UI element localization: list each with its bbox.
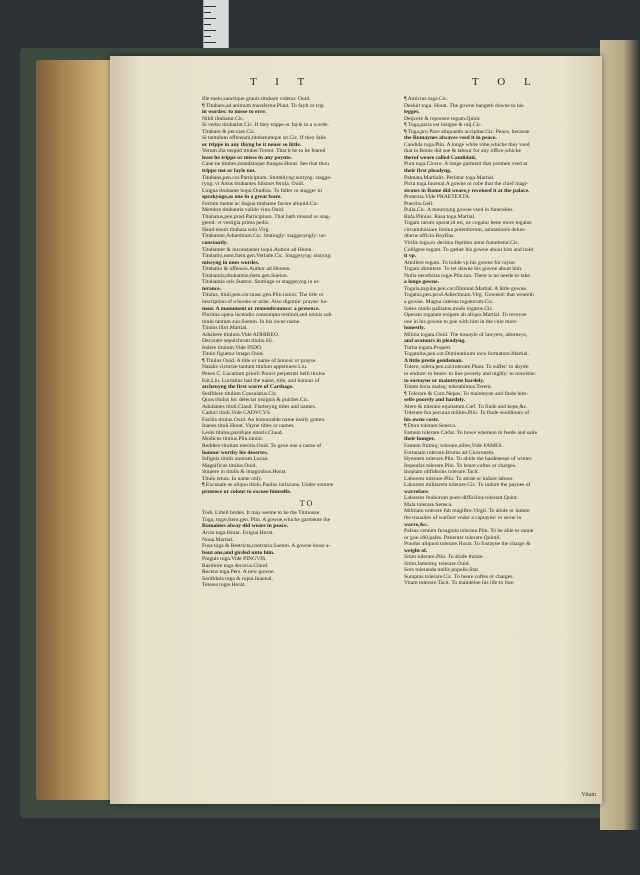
text-line: Iudex modo palliatus,modo togatus.Cic. bbox=[404, 305, 494, 312]
text-line: Tolerare fua pecunia milites.Plin. To finde souldiours of bbox=[404, 410, 530, 417]
text-line: constantly. bbox=[202, 240, 228, 247]
left-running-head: T I T bbox=[250, 76, 313, 88]
text-line: gered. vt vestigia prima pedis. bbox=[202, 220, 270, 227]
text-line: atcheuyng the first warre of Carthage. bbox=[202, 384, 294, 391]
text-line: therof weare called Candidati. bbox=[404, 154, 477, 161]
section-heading: T O bbox=[299, 499, 313, 509]
text-line: Haud tenuit titubata solo.Virg. bbox=[202, 226, 270, 233]
text-line: Militia togata.Ouid. The trauayle of lawyers, atturneys, bbox=[404, 331, 528, 338]
text-line: Pura toga.Cicero. A longe garment that yeomen vsed at bbox=[404, 161, 528, 168]
text-line: to sustayne or mainteyne hardely. bbox=[404, 377, 485, 384]
text-line: Toga, togæ,fœm.gen. Plin. A gowne,whiche garmente the bbox=[202, 516, 331, 523]
text-line: legges. bbox=[404, 109, 420, 116]
text-line: Operam togatam exigere ab aliquo.Martial. To receyue bbox=[404, 312, 527, 319]
right-column bbox=[404, 96, 602, 587]
text-line: Desluit toga. Horat. The gowne hangeth downe to his bbox=[404, 102, 524, 109]
text-line: Laborem militarem tolerare.Cic. To indure the paynes of bbox=[404, 482, 531, 489]
text-line: Deijcere & reponere togam.Quint. bbox=[404, 115, 481, 122]
text-line: their hunger. bbox=[404, 436, 435, 443]
text-line: one in his gowne to goe with him in the citie more bbox=[404, 318, 517, 325]
text-line: Laborem ftudiorum pueri difficilius tolerant.Quint. bbox=[404, 495, 518, 502]
text-line: Alere & tolerare equitatum.Cæf. To finde and kepe,&c. bbox=[404, 403, 528, 410]
text-line: missyng in ones wordes. bbox=[202, 259, 260, 266]
text-line: Candida toga.Plin. A longe white robe,whiche they vsed bbox=[404, 141, 530, 148]
text-line: Nihil titubatur.Cic. bbox=[202, 115, 245, 122]
text-line: Rafa.Plinius. Rasa toga.Martial. bbox=[404, 213, 476, 220]
text-line: Reddere titulum meritis.Ouid. To geue one a name of bbox=[202, 442, 322, 449]
text-line: inscription of a booke or ache. Also dignitie: prayse: ho- bbox=[202, 298, 329, 305]
text-line: fuit.Liu. Luctatius had the name, title, and honour of bbox=[202, 377, 320, 384]
text-line: bout one,and girded unto him. bbox=[202, 549, 275, 556]
text-line: ¶ Toga,pro Pace aliquando accipitur.Cic. Peace, because bbox=[404, 128, 530, 135]
text-line: Titubans,pen.cor.Participium. Stumblyng:nottyng: stagge- bbox=[202, 174, 332, 181]
dictionary-page bbox=[110, 56, 602, 804]
text-line: dturus officio.Boyfius. bbox=[404, 233, 455, 240]
text-line: titulo tantum suo.Sueton. In his owne name. bbox=[202, 318, 301, 325]
text-line: the trauailes of warfare vnder a captayne: to serue in bbox=[404, 515, 522, 521]
text-line: Titubanter,Aduerbium.Cic. Stutingly: staggeryngly: un- bbox=[202, 233, 327, 240]
text-line: terance. bbox=[202, 285, 222, 292]
text-line: warre,&c. bbox=[404, 521, 429, 528]
text-line: Totam bona malaq; tolerabimus.Terent. bbox=[404, 384, 492, 391]
right-running-head: T O L bbox=[472, 76, 539, 88]
text-line: Penes C. Lucatium priorii Punici perpetrati belli titulus bbox=[202, 370, 326, 377]
text-line: ¶ Dura tolerare.Seneca. bbox=[404, 423, 457, 430]
text-line: their first pleadyng. bbox=[404, 168, 452, 175]
text-line: Stupere in titulis & imaginibus.Horat. bbox=[202, 469, 287, 476]
text-line: Lingua titubante loqui.Ouidius. To falter or stagger in bbox=[202, 187, 322, 194]
text-line: Inopiam obfidionis tolerare.Tacit. bbox=[404, 469, 480, 476]
text-line: Indere titulum.Vide INDO. bbox=[202, 344, 263, 351]
text-line: ryng. vt Artus titubantes fulsinet ferula. Ouid. bbox=[202, 181, 305, 188]
text-line: Recens toga.Pers. A new gowne. bbox=[202, 569, 275, 576]
text-line: Titulo tenus. In name only. bbox=[202, 475, 263, 482]
text-line: Titulus libri.Martial. bbox=[202, 325, 248, 332]
text-line: Titubantia oris.Sueton. Stuttinge or staggeryng in ut- bbox=[202, 279, 320, 286]
text-line: Verum illa nequid titubet.Terent. That it be to be feared bbox=[202, 148, 326, 155]
text-line: Sors toleranda nullis populis.Stat. bbox=[404, 567, 480, 574]
text-line: Titubare & peccare.Cic. bbox=[202, 128, 256, 135]
text-line: Turba togata.Propert. bbox=[404, 344, 452, 351]
text-line: Adsibere titulum.Vide ADHIBEO. bbox=[202, 331, 280, 338]
text-line: Nulla necefsitas togæ.Plin.iun. There is no neede to take bbox=[404, 272, 530, 279]
text-line: Titubatio,nom.fœm.gen.Verbale.Cic. Staggeryng: stutyng: bbox=[202, 253, 332, 260]
text-line: Sitim tolerare.Plin. To abide thirste. bbox=[404, 554, 484, 561]
text-line: Si verbo titubarint.Cic. If they trippe or fayle in a worde. bbox=[202, 122, 329, 129]
text-line: Tolero, tolera,pen.cor.tolerare.Plaut. To suffer: to abyde: bbox=[404, 364, 530, 371]
text-line: pretence or colour to excuse himselfe. bbox=[202, 488, 292, 495]
text-line: Caue ne titubes,mandataque frangas.Horat. See that thou bbox=[202, 161, 329, 168]
text-line: selfe poorely and hardely. bbox=[404, 397, 466, 404]
text-line: a longe gowne. bbox=[404, 279, 439, 286]
text-line: Togam rarum operat,id est, ne cogatur bene more togatus bbox=[404, 220, 532, 227]
text-line: Sesfitiere titulum Consulatus.Cic. bbox=[202, 390, 278, 397]
text-line: Sordidula toga & rupta.Iuuenal. bbox=[202, 575, 273, 582]
text-line: honour worthy his desertes. bbox=[202, 449, 269, 456]
text-line: Titubatus,pen.prod.Participium. That hath misssd or stag- bbox=[202, 213, 331, 220]
left-column bbox=[202, 96, 410, 589]
text-line: Militiam tolerare fub magiftro.Virgil. To abide or indure bbox=[404, 508, 530, 515]
text-line: Natalis victoriæ tantum titulum appetiuere.Liu. bbox=[202, 364, 308, 371]
text-line: Attollere togam. To holde vp his gowne for rayne. bbox=[404, 259, 516, 266]
text-line: to endure: to beare: to liue poorely and nighly: to nourishe: bbox=[404, 370, 537, 377]
text-line: Leuis titulus,parufque nitoris.Claud. bbox=[202, 429, 283, 436]
text-line: Togam dimittere. To let downe his gowne about him. bbox=[404, 266, 523, 273]
catchword: Vitam bbox=[581, 792, 596, 798]
text-line: Titulus, tituli,pen.cor.masc.gen.Plin.iunior. The title or bbox=[202, 292, 324, 299]
text-line: ¶ Excusare se aliquo titulo.Paulus iuriscons. Under somme bbox=[202, 482, 334, 489]
text-line: trippe not or fayle not. bbox=[202, 168, 256, 175]
text-line: Romaines alway did weare in peace. bbox=[202, 523, 288, 530]
text-line: Hyemem tolerare.Plin. To abide the hardenesse of winter. bbox=[404, 456, 533, 463]
text-line: Pondus aliquod tolerare.Horat. To fustayne the charge & bbox=[404, 541, 531, 548]
text-line: Todi. Littell birdes. It may seeme to be the Titmouse. bbox=[202, 510, 321, 517]
text-line: Inanes tituli.Horat. Vayne titles or names. bbox=[202, 423, 295, 430]
text-line: Magnificus titulus.Ouid. bbox=[202, 462, 257, 469]
text-line: Picta toga.Iuuenal.A gowne or robe that the chief magi- bbox=[404, 181, 529, 188]
text-line: the Romaynes alwayes vsed it in peace. bbox=[404, 135, 497, 142]
text-line: Vitam tolerare.Tacit. To mainteine his life:to liue. bbox=[404, 580, 515, 587]
text-line: Ille meto,sanctique grauis titubare videtur. Ouid. bbox=[202, 96, 311, 102]
text-line: his owne coste. bbox=[404, 416, 440, 423]
text-line: Famem fitimiq; tolerare,aliter,Vide FAMES. bbox=[404, 442, 504, 449]
text-line: Titubantia,titubantiæ,fœm.gen.Sueton. bbox=[202, 272, 289, 279]
text-line: Puerilis.Gell. bbox=[404, 200, 434, 207]
text-line: Togula,togulæ,pen.cor.Diminut.Martial. A little gowne. bbox=[404, 285, 528, 292]
text-line: in wordes: to misse to erre. bbox=[202, 109, 267, 116]
text-line: Fortunam tolerare.Brutus ad Ciceronem. bbox=[404, 449, 495, 456]
text-line: Virilis toga,ex decimo feptimo anno fumebatur.Cic. bbox=[404, 240, 520, 247]
text-line: Modicus titulus.Plin.iunior. bbox=[202, 436, 264, 443]
text-line: Decorare sepulchrum titulis.Sil. bbox=[202, 338, 274, 345]
text-line: weight of. bbox=[404, 547, 428, 554]
text-line: Sumptus tolerare.Cic. To beare coftes or charges. bbox=[404, 573, 514, 580]
text-line: ¶ Titulus Ouid. A title or name of honour or prayse. bbox=[202, 357, 317, 364]
text-line: honestly. bbox=[404, 325, 425, 332]
text-line: Adulantes tituli.Claud. Flatteryng titles and names. bbox=[202, 403, 317, 410]
text-line: Tenues togæ.Horat. bbox=[202, 582, 246, 589]
text-line: A little pretie gentleman. bbox=[404, 357, 463, 364]
text-line: strates in Rome did weare,y receiued it at the palace. bbox=[404, 187, 530, 194]
right-page-edge bbox=[600, 40, 640, 830]
text-line: Mala tolerare.Seneca. bbox=[404, 501, 453, 508]
book-page-edges bbox=[36, 60, 118, 800]
text-line: Infignis titulis auorum.Lucan. bbox=[202, 456, 269, 463]
text-line: Togatus,pen.prod.Adiectiuum.Virg. Gowned: that weareth bbox=[404, 292, 534, 299]
text-line: ¶ Amictus toga.Cic. bbox=[404, 96, 449, 102]
text-line: Pafsus centum fexaginta tolerare.Plin. To be able to runne bbox=[404, 528, 534, 535]
text-line: Caduci tituli.Vide CADVCVS. bbox=[202, 410, 272, 417]
text-line: that in Rome did sue & labour for any office,whiche bbox=[404, 148, 522, 155]
text-line: Ferrum mente ac lingua titubante facere aliquid.Cic. bbox=[202, 200, 319, 207]
text-line: ¶ Tolerare & Corn.Nepos. To mainteyne and finde him- bbox=[404, 390, 528, 397]
text-line: or trippe in any thyng be it neuer so little. bbox=[202, 141, 302, 148]
text-line: Impenfas tolerare.Plin. To beare coftes or charges. bbox=[404, 462, 517, 469]
text-line: Titubatio & offensio.Author ad Herenn. bbox=[202, 266, 291, 273]
text-line: Facilis titulus.Ouid. An honourable name easily gotten. bbox=[202, 416, 326, 423]
text-line: Prætexta.Vide PRAETEXTA. bbox=[404, 194, 471, 201]
text-line: least he trippe or misse in any poynte. bbox=[202, 154, 293, 161]
text-line: Laborem tolerare.Plin. To abide or indure labour. bbox=[404, 475, 514, 482]
text-line: Sitim,famemq; tolerare.Ouid. bbox=[404, 560, 470, 567]
text-line: Plurima opera incendio consumpta restituit,sed omnis sub bbox=[202, 312, 332, 319]
text-line: Titulo figuetur imago.Ouid. bbox=[202, 351, 264, 358]
text-line: ¶ Toga,pacis est insigne & otij.Cic. bbox=[404, 122, 483, 129]
text-line: Arcta toga.Horat. Exigua Horat. bbox=[202, 530, 274, 536]
text-line: Noua.Martial. bbox=[202, 536, 234, 543]
text-line: a gowne. Magna caterua togatorum.Cic. bbox=[404, 298, 494, 305]
text-line: Pulla,Cic. A mournyng gowne vsed in funeralles. bbox=[404, 207, 514, 214]
text-line: Rasitiore toga decorus.Claud. bbox=[202, 562, 269, 569]
text-line: Quos titulus hic delectat insignis & pulcher.Cic. bbox=[202, 397, 310, 404]
text-line: Fusa toga & Restricta,contraria.Sueton. A gowne loose a- bbox=[202, 543, 331, 550]
text-line: Titubanter & inconstanter loqui.Author ad Heren. bbox=[202, 246, 313, 253]
text-line: Si tantulum offensum,titubatumque sit.Cic. If they faile bbox=[202, 135, 327, 142]
text-line: Togatulus,pen.cor.Diminutiuum ioco formatum.Martial. bbox=[404, 351, 529, 358]
text-line: Palmata.Martialis. Perlatur toga.Martial. bbox=[404, 174, 495, 181]
text-line: ¶ Titubare,ad animum transfertur.Plaut. To faylt or trip bbox=[202, 102, 324, 109]
text-line: Pinguis toga.Vide PINGVIS. bbox=[202, 556, 267, 563]
text-line: it vp. bbox=[404, 253, 417, 260]
text-line: nour. A monument or remembraunce: a pretence. bbox=[202, 305, 320, 312]
text-line: and oratours in pleadyng. bbox=[404, 338, 466, 345]
text-line: or goe.160.pafes. Patienter tolerare.Quintil. bbox=[404, 534, 501, 541]
text-line: speakynge,as one in a great feare. bbox=[202, 194, 282, 201]
text-line: Colligere togam. To gather his gowne about him and hold bbox=[404, 246, 534, 253]
text-line: Membra titubantia valido vino.Ouid. bbox=[202, 207, 285, 214]
text-line: Famem tolerare.Cæfar. To bowe whereon to feede and saile bbox=[404, 429, 538, 436]
text-line: circumduisiare limina potentiorum, salutationis delun- bbox=[404, 226, 526, 233]
text-line: warrefare. bbox=[404, 488, 430, 495]
